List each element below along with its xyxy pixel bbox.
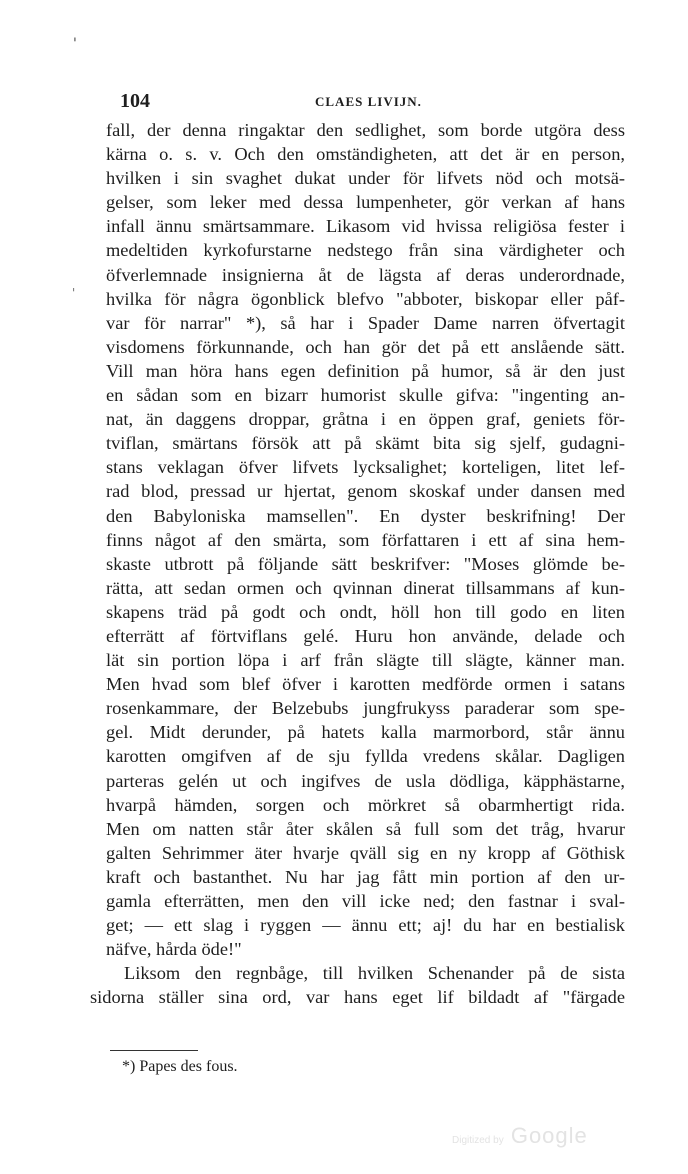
- stray-mark-left: ': [72, 286, 76, 300]
- text-line: Men om natten står åter skålen så full som det tråg, hvarur: [106, 818, 625, 839]
- text-line: var för narrar" *), så har i Spader Dame narren öfvertagit: [106, 312, 625, 333]
- scan-watermark: [452, 1123, 588, 1149]
- text-line: skaste utbrott på följande sätt beskrifver: "Moses glömde be-: [106, 553, 625, 574]
- text-line: rätta, att sedan ormen och qvinnan dinerat tillsammans af kun-: [106, 577, 625, 598]
- text-line: nat, än daggens droppar, gråtna i en öppen graf, geniets för-: [106, 409, 625, 430]
- text-line: galten Sehrimmer äter hvarje qväll sig en ny kropp af Göthisk: [106, 842, 625, 863]
- text-line: stans veklagan öfver lifvets lycksalighet; korteligen, litet lef-: [106, 457, 625, 478]
- text-line: rad blod, pressad ur hjertat, genom skoskaf under dansen med: [106, 481, 625, 502]
- text-line: Vill man höra hans egen definition på humor, så är den just: [106, 360, 625, 381]
- text-line-paragraph-start: Liksom den regnbåge, till hvilken Schenander på de sista: [124, 963, 625, 984]
- text-line: näfve, hårda öde!": [106, 939, 242, 960]
- footnote: *) Papes des fous.: [122, 1058, 238, 1075]
- running-head: CLAES LIVIJN.: [315, 94, 422, 109]
- text-line: gelser, som leker med dessa lumpenheter, gör verkan af hans: [106, 192, 625, 213]
- watermark-prefix: Digitized by: [452, 1135, 504, 1146]
- text-line: finns något af den smärta, som författaren i ett af sina hem-: [106, 529, 625, 550]
- text-line: kärna o. s. v. Och den omständigheten, att det är en person,: [106, 144, 625, 165]
- text-line: hvilken i sin svaghet dukat under för lifvets nöd och motsä-: [106, 168, 625, 189]
- text-line: kraft och bastanthet. Nu har jag fått min portion af den ur-: [106, 866, 625, 887]
- text-line: medeltiden kyrkofurstarne nedstego från sina värdigheter och: [106, 240, 625, 261]
- text-line: hvarpå hämden, sorgen och mörkret så obarmhertigt rida.: [106, 794, 625, 815]
- text-line: skapens träd på godt och ondt, höll hon till godo en liten: [106, 601, 625, 622]
- page-number: 104: [120, 90, 150, 112]
- text-line: infall ännu smärtsammare. Likasom vid hvissa religiösa fester i: [106, 216, 625, 237]
- text-line: tviflan, smärtans försök att på skämt bita sig sjelf, gudagni-: [106, 433, 625, 454]
- text-line: fall, der denna ringaktar den sedlighet, som borde utgöra dess: [106, 120, 625, 140]
- text-line: get; — ett slag i ryggen — ännu ett; aj! du har en bestialisk: [106, 915, 625, 936]
- body-text: [90, 118, 625, 1009]
- footnote-rule: [110, 1050, 198, 1051]
- text-line: sidorna ställer sina ord, var hans eget lif bildadt af "färgade: [90, 987, 625, 1008]
- text-line: parteras gelén ut och ingifves de usla dödliga, käpphästarne,: [106, 770, 625, 791]
- text-line: gamla efterrätten, men den vill icke ned; den fastnar i sval-: [106, 891, 625, 911]
- text-line: Men hvad som blef öfver i karotten medförde ormen i satans: [106, 674, 625, 695]
- text-line: gel. Midt derunder, på hatets kalla marmorbord, står ännu: [106, 722, 625, 743]
- text-line: karotten omgifven af de sju fyllda vredens skålar. Dagligen: [106, 746, 625, 767]
- text-line: en sådan som en bizarr humorist skulle gifva: "ingenting an-: [106, 385, 625, 406]
- text-line: rosenkammare, der Belzebubs jungfrukyss paraderar som spe-: [106, 698, 625, 719]
- text-line: öfverlemnade insignierna åt de lägsta af deras underordnade,: [106, 264, 625, 285]
- text-line: lät sin portion löpa i arf från slägte till slägte, känner man.: [106, 650, 625, 671]
- text-line: visdomens förkunnande, och han gör det på ett anslående sätt.: [106, 336, 625, 357]
- stray-mark-top: ': [73, 36, 77, 52]
- text-line: den Babyloniska mamsellen". En dyster beskrifning! Der: [106, 505, 625, 526]
- page-header: [110, 90, 630, 114]
- text-line: hvilka för några ögonblick blefvo "abboter, biskopar eller påf-: [106, 288, 625, 309]
- watermark-brand: Google: [510, 1123, 588, 1148]
- text-line: efterrätt af förtviflans gelé. Huru hon använde, delade och: [106, 625, 625, 646]
